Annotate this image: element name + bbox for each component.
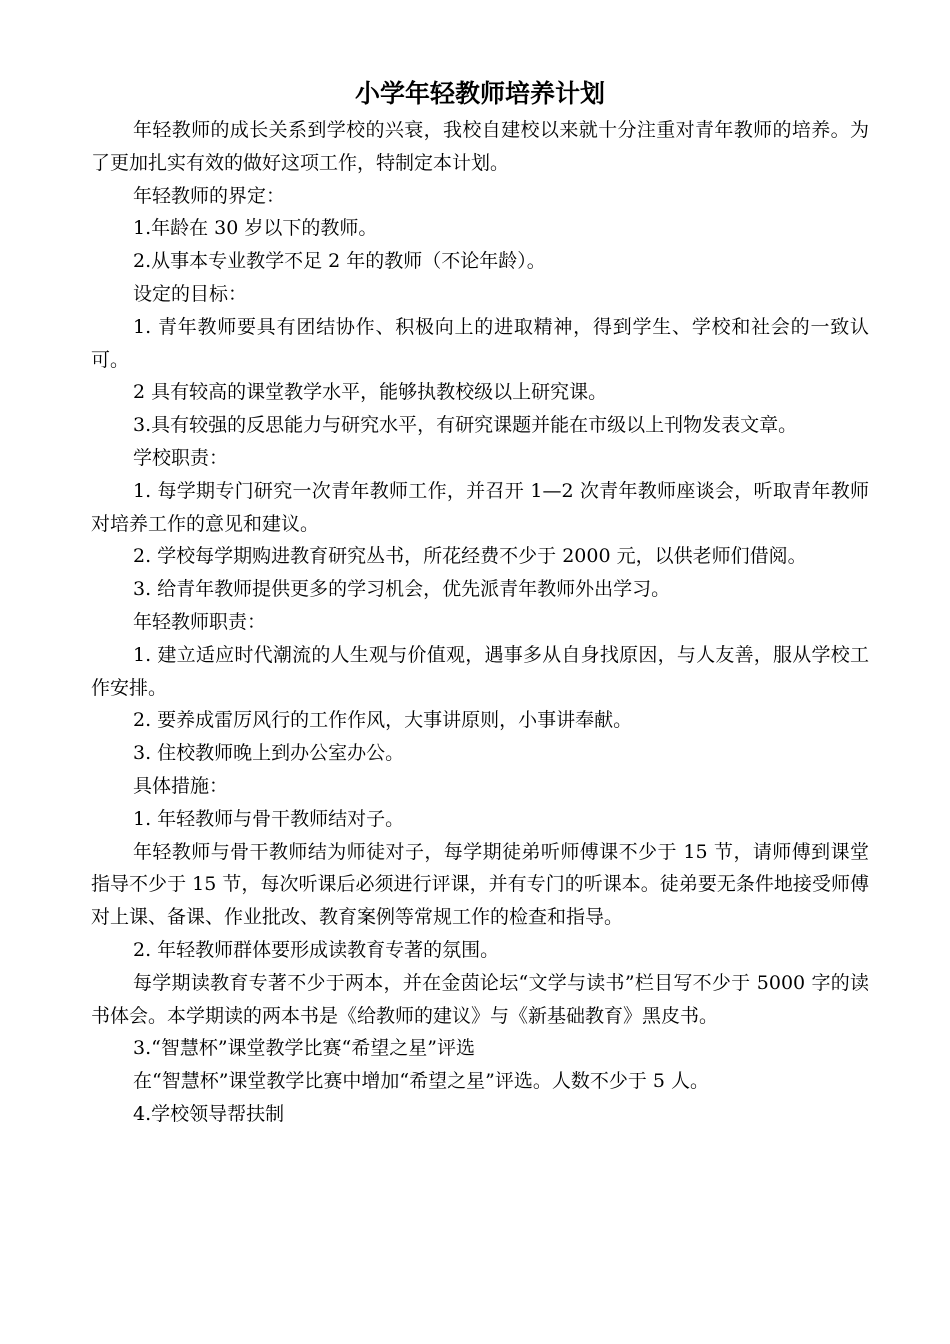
- measure-detail: 每学期读教育专著不少于两本，并在金茵论坛“文学与读书”栏目写不少于 5000 字的读书体会。本学期读的两本书是《给教师的建议》与《新基础教育》黑皮书。: [91, 971, 869, 1027]
- measure-item: 2. 年轻教师群体要形成读教育专著的氛围。: [133, 938, 500, 961]
- document-page: [91, 74, 869, 1131]
- intro-paragraph: 年轻教师的成长关系到学校的兴衰，我校自建校以来就十分注重对青年教师的培养。为了更加扎实有效的做好这项工作，特制定本计划。: [91, 119, 869, 174]
- section-heading-measures: 具体措施：: [133, 774, 229, 797]
- definition-item: 2.从事本专业教学不足 2 年的教师（不论年龄）。: [133, 250, 546, 273]
- measure-item: 3.“智慧杯”课堂教学比赛“希望之星”评选: [133, 1037, 475, 1060]
- section-heading-school-duties: 学校职责：: [133, 446, 229, 469]
- teacher-duty-item: 3. 住校教师晚上到办公室办公。: [133, 742, 405, 765]
- goal-item: 2 具有较高的课堂教学水平，能够执教校级以上研究课。: [133, 381, 608, 404]
- teacher-duty-item: 1. 建立适应时代潮流的人生观与价值观，遇事多从自身找原因，与人友善，服从学校工作安排。: [91, 643, 869, 699]
- section-heading-teacher-duties: 年轻教师职责：: [133, 610, 267, 633]
- goal-item: 1. 青年教师要具有团结协作、积极向上的进取精神，得到学生、学校和社会的一致认可。: [91, 315, 869, 371]
- goal-item: 3.具有较强的反思能力与研究水平，有研究课题并能在市级以上刊物发表文章。: [133, 414, 798, 437]
- measure-item: 1. 年轻教师与骨干教师结对子。: [133, 807, 405, 830]
- measure-item: 4.学校领导帮扶制: [133, 1102, 285, 1125]
- measure-detail: 在“智慧杯”课堂教学比赛中增加“希望之星”评选。人数不少于 5 人。: [133, 1070, 710, 1093]
- section-heading-definition: 年轻教师的界定：: [133, 184, 286, 207]
- document-title: 小学年轻教师培养计划: [354, 79, 605, 108]
- school-duty-item: 3. 给青年教师提供更多的学习机会，优先派青年教师外出学习。: [133, 578, 671, 601]
- school-duty-item: 1. 每学期专门研究一次青年教师工作，并召开 1—2 次青年教师座谈会，听取青年教师对培养工作的意见和建议。: [91, 479, 869, 535]
- section-heading-goals: 设定的目标：: [133, 282, 248, 305]
- definition-item: 1.年龄在 30 岁以下的教师。: [133, 217, 378, 240]
- document-body: [91, 114, 869, 1131]
- school-duty-item: 2. 学校每学期购进教育研究丛书，所花经费不少于 2000 元，以供老师们借阅。: [133, 545, 807, 568]
- teacher-duty-item: 2. 要养成雷厉风行的工作作风，大事讲原则，小事讲奉献。: [133, 709, 633, 732]
- measure-detail: 年轻教师与骨干教师结为师徒对子，每学期徒弟听师傅课不少于 15 节，请师傅到课堂指导不少于 15 节，每次听课后必须进行评课，并有专门的听课本。徒弟要无条件地接受师傅对上课、备课、作业批改、教育案例等常规工作的检查和指导。: [91, 840, 869, 929]
